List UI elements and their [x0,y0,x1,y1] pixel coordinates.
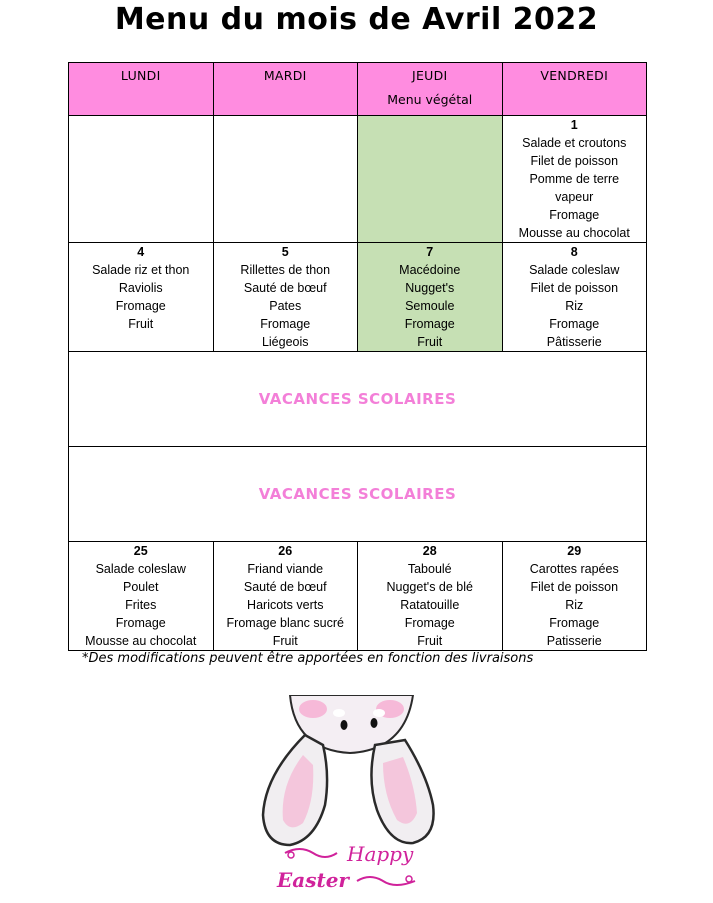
menu-item: Liégeois [261,335,309,349]
menu-item: Rillettes de thon [240,263,331,277]
week-row [69,542,647,651]
menu-item: Patisserie [546,634,602,648]
vacation-label: VACANCES SCOLAIRES [258,484,457,503]
menu-item: Filet de poisson [530,154,619,168]
menu-table [68,62,647,651]
week-row [69,116,647,243]
vacation-cell [69,447,647,542]
menu-item: Mousse au chocolat [85,634,197,648]
menu-item: Fruit [417,634,443,648]
day-cell-vegetal [358,243,503,352]
menu-item: Nugget's de blé [386,580,473,594]
menu-item: Haricots verts [247,598,324,612]
menu-item: Fromage blanc sucré [226,616,344,630]
date-label: 5 [281,245,289,259]
day-cell [502,116,647,243]
day-cell [358,542,503,651]
menu-item: Filet de poisson [530,580,619,594]
menu-item: Fromage [115,299,166,313]
menu-item: Salade coleslaw [95,562,186,576]
date-label: 28 [422,544,437,558]
week-row [69,243,647,352]
menu-item: Ratatouille [400,598,460,612]
menu-item: Carottes rapées [529,562,619,576]
menu-item: Mousse au chocolat [518,226,630,240]
menu-item: Friand viande [247,562,324,576]
happy-easter-logo [276,842,415,892]
easter-bunny-illustration [255,695,445,900]
date-label: 1 [570,118,578,132]
date-label: 4 [137,245,145,259]
menu-item: Salade et croutons [522,136,627,150]
day-cell [213,243,358,352]
menu-item: Fromage [115,616,166,630]
menu-item: Fruit [417,335,443,349]
menu-item: Fruit [128,317,154,331]
vacation-label: VACANCES SCOLAIRES [258,389,457,408]
header-jeudi: JEUDI Menu végétal [358,63,503,116]
footnote: *Des modifications peuvent être apportées en fonction des livraisons [82,651,534,666]
vacation-row [69,447,647,542]
cell-empty [69,116,214,243]
cell-empty [213,116,358,243]
header-vendredi: VENDREDI [502,63,647,116]
menu-item: Salade riz et thon [92,263,190,277]
menu-item: Fromage [404,616,455,630]
bunny-icon [263,695,434,845]
menu-item: Pâtisserie [546,335,602,349]
menu-item: Sauté de bœuf [243,580,327,594]
day-cell [69,243,214,352]
menu-item: Macédoine [399,263,461,277]
date-label: 25 [133,544,148,558]
menu-item: Nugget's [405,281,455,295]
menu-item: Fromage [549,616,600,630]
vacation-row [69,352,647,447]
menu-item: Pates [269,299,302,313]
header-jeudi-subtitle: Menu végétal [387,92,473,107]
menu-item: Semoule [405,299,455,313]
day-cell [502,243,647,352]
date-label: 7 [426,245,434,259]
menu-item: Riz [565,299,584,313]
date-label: 29 [567,544,582,558]
menu-item: Filet de poisson [530,281,619,295]
date-label: 26 [278,544,293,558]
header-row [69,63,647,116]
header-lundi: LUNDI [69,63,214,116]
menu-item: Fruit [272,634,298,648]
day-cell [502,542,647,651]
menu-item: Fromage [260,317,311,331]
menu-item: Raviolis [118,281,163,295]
menu-item: vapeur [555,190,594,204]
day-cell [69,542,214,651]
menu-item: Salade coleslaw [529,263,620,277]
cell-empty-vegetal [358,116,503,243]
menu-item: Frites [125,598,157,612]
easter-text: Easter [277,868,349,892]
happy-text: Happy [347,842,414,866]
menu-item: Fromage [549,317,600,331]
menu-item: Pomme de terre [529,172,620,186]
menu-item: Sauté de bœuf [243,281,327,295]
menu-item: Riz [565,598,584,612]
day-cell [213,542,358,651]
date-label: 8 [570,245,578,259]
menu-item: Poulet [123,580,159,594]
menu-item: Fromage [549,208,600,222]
menu-item: Fromage [404,317,455,331]
menu-item: Taboulé [407,562,452,576]
vacation-cell [69,352,647,447]
header-mardi: MARDI [213,63,358,116]
page-title: Menu du mois de Avril 2022 [114,2,599,37]
